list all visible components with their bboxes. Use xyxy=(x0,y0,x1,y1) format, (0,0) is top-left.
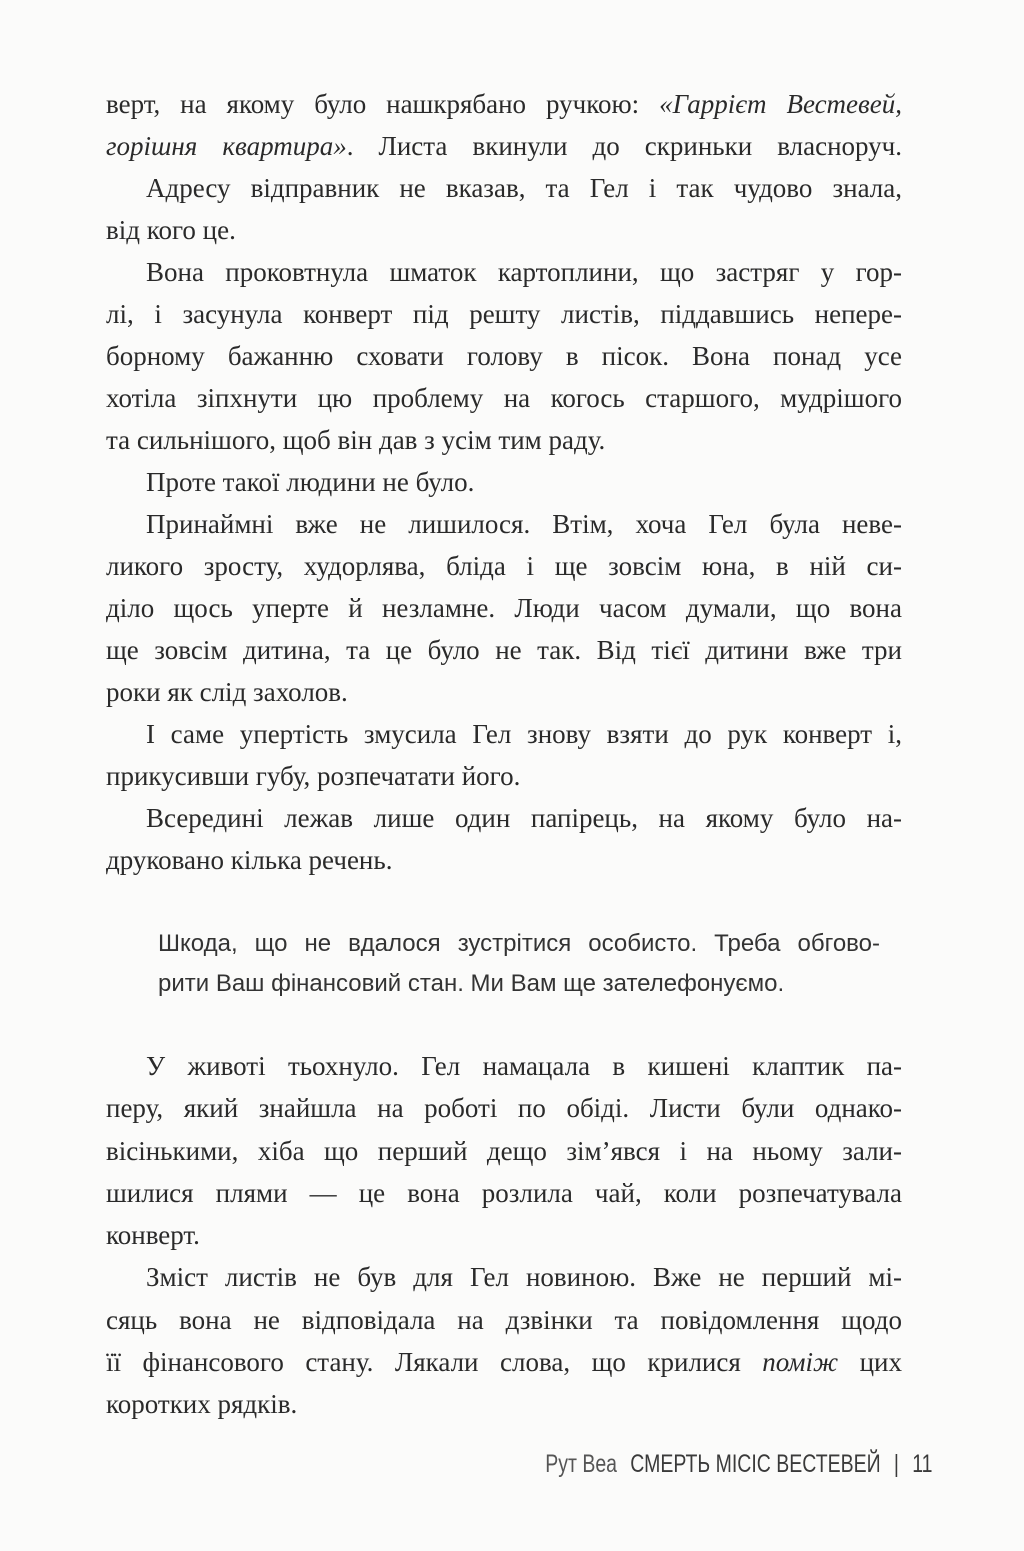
text-run: сяць вона не відповідала на дзвінки та повідомлення щодо xyxy=(106,1304,902,1335)
text-line xyxy=(106,419,902,461)
text-run: борному бажанню сховати голову в пісок. Вона понад усе xyxy=(106,341,902,371)
text-run: Проте такої людини не було. xyxy=(146,467,475,497)
text-line xyxy=(106,587,902,629)
text-run: ликого зросту, худорлява, бліда і ще зовсім юна, в ній си- xyxy=(106,551,902,581)
text-line xyxy=(106,461,902,503)
text-run: І саме упертість змусила Гел знову взяти до рук конверт і, xyxy=(146,719,902,749)
text-line xyxy=(106,167,902,209)
text-line xyxy=(158,964,880,1004)
text-run: Шкода, що не вдалося зустрітися особисто. Треба обгово- xyxy=(158,930,880,957)
text-run: прикусивши губу, розпечатати його. xyxy=(106,761,521,791)
text-line xyxy=(106,1172,902,1214)
body-text-bottom xyxy=(106,1045,902,1425)
text-line xyxy=(106,251,902,293)
text-line xyxy=(106,671,902,713)
footer-separator: | xyxy=(893,1450,899,1478)
text-run: Принаймні вже не лишилося. Втім, хоча Гел була неве- xyxy=(146,509,902,539)
text-run: . Листа вкинули до скриньки власноруч. xyxy=(346,131,903,161)
italic-text: поміж xyxy=(762,1346,839,1377)
text-run: Вона проковтнула шматок картоплини, що застряг у гор- xyxy=(146,257,902,287)
body-text-top xyxy=(106,83,902,881)
text-line xyxy=(106,125,902,167)
text-run: лі, і засунула конверт під решту листів, піддавшись непере- xyxy=(106,299,902,329)
text-line xyxy=(106,1130,902,1172)
text-run: вісінькими, хіба що перший дещо зім’явся і на ньому зали- xyxy=(106,1135,902,1166)
text-run: діло щось уперте й незламне. Люди часом думали, що вона xyxy=(106,593,902,623)
text-run: роки як слід захолов. xyxy=(106,677,348,707)
text-line xyxy=(106,545,902,587)
text-run: коротких рядків. xyxy=(106,1389,298,1419)
text-line xyxy=(106,629,902,671)
text-run: від кого це. xyxy=(106,215,236,245)
text-run: цих xyxy=(838,1346,902,1377)
text-line xyxy=(106,1214,902,1256)
text-line xyxy=(106,335,902,377)
text-line xyxy=(106,839,902,881)
text-line xyxy=(106,1383,902,1425)
text-line xyxy=(106,755,902,797)
letter-quote xyxy=(158,924,880,1004)
text-line xyxy=(158,924,880,964)
text-run: шилися плями — це вона розлила чай, коли розпечатувала xyxy=(106,1177,902,1208)
text-line xyxy=(106,293,902,335)
text-line xyxy=(106,83,902,125)
page-number: 11 xyxy=(911,1450,932,1478)
text-run: Адресу відправник не вказав, та Гел і так чудово знала, xyxy=(146,173,902,203)
text-line xyxy=(106,1045,902,1087)
text-line xyxy=(106,1087,902,1129)
footer-author: Рут Веа xyxy=(544,1450,617,1478)
text-run: ще зовсім дитина, та це було не так. Від тієї дитини вже три xyxy=(106,635,902,665)
running-footer xyxy=(545,1446,932,1482)
text-run: її фінансового стану. Лякали слова, що крилися xyxy=(106,1346,763,1377)
text-line xyxy=(106,503,902,545)
text-run: друковано кілька речень. xyxy=(106,845,393,875)
text-run: Зміст листів не був для Гел новиною. Вже не перший мі- xyxy=(146,1262,902,1293)
text-run: рити Ваш фінансовий стан. Ми Вам ще зателефонуємо. xyxy=(158,970,785,997)
italic-text: горішня квартира» xyxy=(106,131,347,161)
text-run: перу, який знайшла на роботі по обіді. Листи були однако- xyxy=(106,1093,902,1124)
footer-book-title: СМЕРТЬ МІСІС ВЕСТЕВЕЙ xyxy=(629,1450,881,1478)
text-run: Всередині лежав лише один папірець, на якому було на- xyxy=(146,803,902,833)
text-line xyxy=(106,1299,902,1341)
text-line xyxy=(106,1256,902,1298)
text-run: конверт. xyxy=(106,1220,200,1250)
text-line xyxy=(106,713,902,755)
text-run: верт, на якому було нашкрябано ручкою: xyxy=(106,89,660,119)
text-run: хотіла зіпхнути цю проблему на когось старшого, мудрішого xyxy=(106,383,902,413)
text-line xyxy=(106,1341,902,1383)
text-line xyxy=(106,797,902,839)
text-line xyxy=(106,209,902,251)
text-run: та сильнішого, щоб він дав з усім тим раду. xyxy=(106,425,606,455)
text-line xyxy=(106,377,902,419)
italic-text: «Гаррієт Вестевей, xyxy=(659,89,902,119)
text-run: У животі тьохнуло. Гел намацала в кишені клаптик па- xyxy=(146,1051,902,1081)
